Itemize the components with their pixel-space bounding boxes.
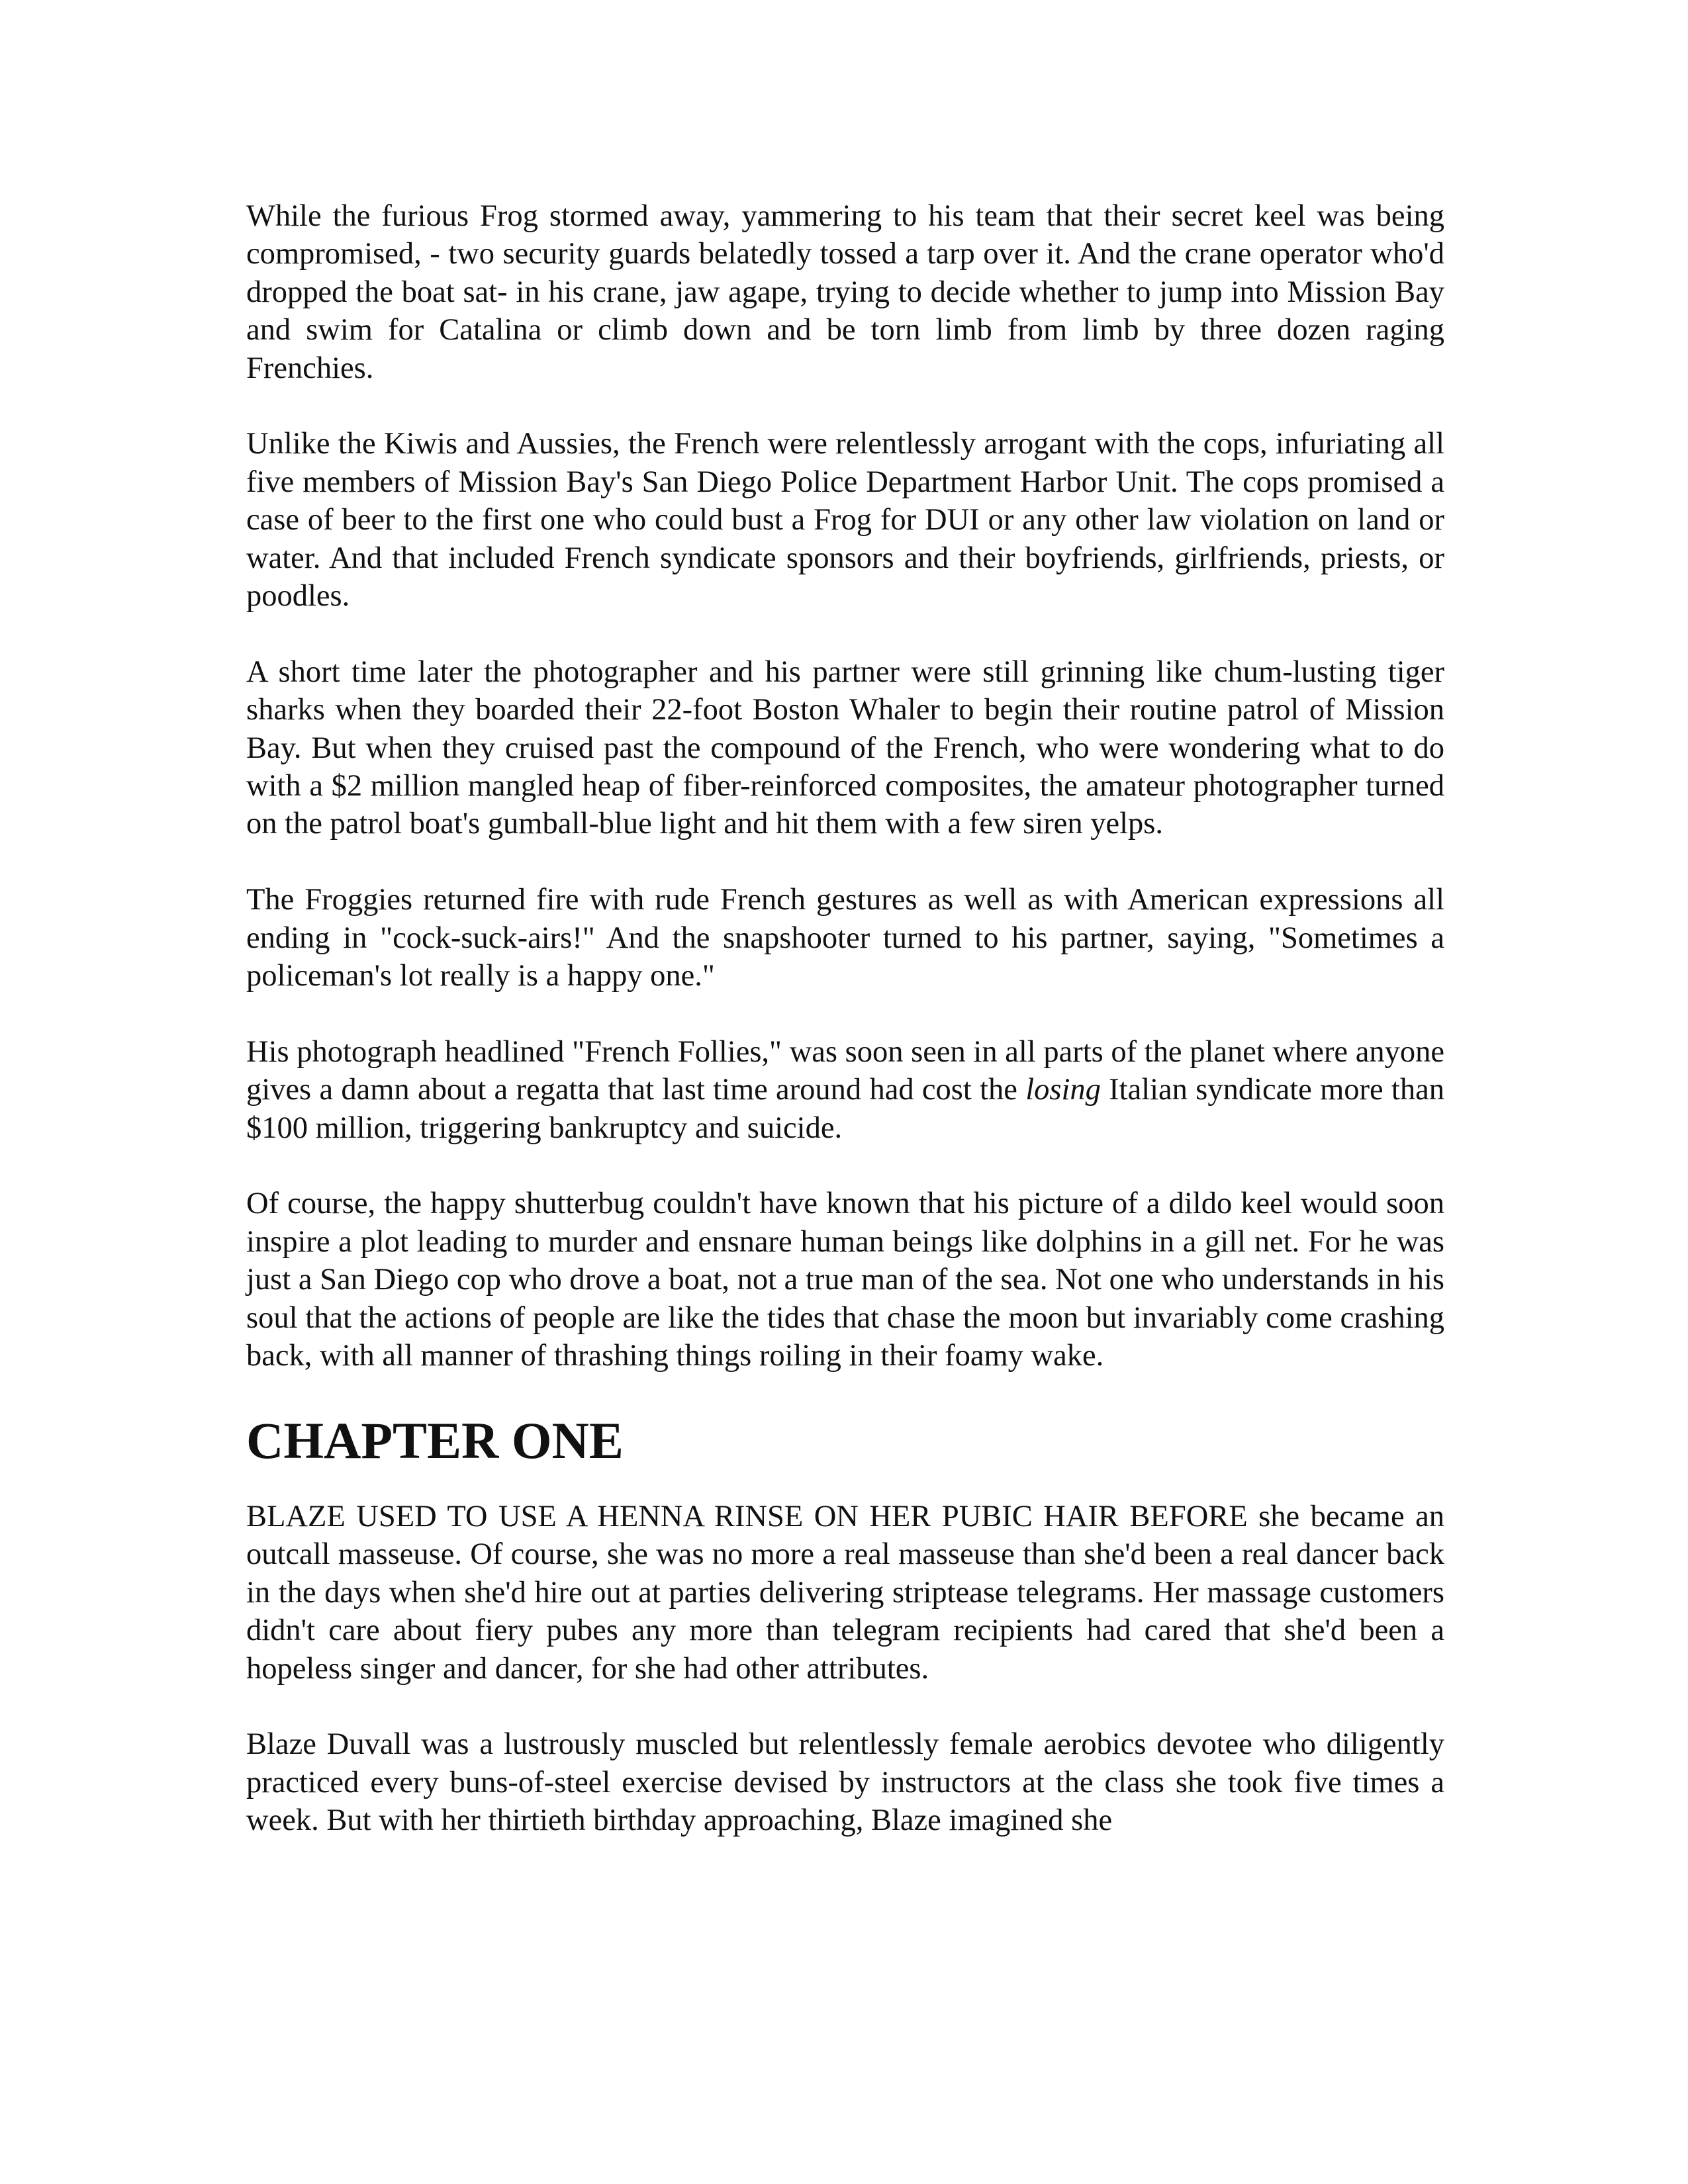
paragraph-happy-shutterbug: Of course, the happy shutterbug couldn't have known that his picture of a dildo keel would soon inspire a plot leading to murder and ensnare human beings like dolphins in a gill net. For he was just a San Diego cop who drove a boat, not a true man of the sea. Not one who understands in his soul that the actions of people are like the tides that chase the moon but invariably come crashing back, with all manner of thrashing things roiling in their foamy wake. [246,1187,1444,1373]
paragraph-french-follies [246,1033,1444,1147]
paragraph-blaze-henna: BLAZE USED TO USE A HENNA RINSE ON HER PUBIC HAIR BEFORE she became an outcall masseuse. Of course, she was no more a real masseuse than she'd been a real dancer back in the days when she'd hire out at parties delivering striptease telegrams. Her massage customers didn't care about fiery pubes any more than telegram recipients had cared that she'd been a hopeless singer and dancer, for she had other attributes. [246,1499,1444,1686]
document-page [246,197,1444,1840]
paragraph-blaze-duvall: Blaze Duvall was a lustrously muscled but relentlessly female aerobics devotee who diligently practiced every buns-of-steel exercise devised by instructors at the class she took five times a week. But with her thirtieth birthday approaching, Blaze imagined she [246,1727,1444,1838]
paragraph-froggies-return-fire: The Froggies returned fire with rude French gestures as well as with American expressions all ending in "cock-suck-airs!" And the snapshooter turned to his partner, saying, "Sometimes a policeman's lot really is a happy one." [246,883,1444,993]
french-follies-text-end: Italian syndicate more than $100 million, triggering bankruptcy and suicide. [246,1073,1444,1145]
paragraph-frog-storms-away: While the furious Frog stormed away, yammering to his team that their secret keel was being compromised, - two security guards belatedly tossed a tarp over it. And the crane operator who'd dropped the boat sat- in his crane, jaw agape, trying to decide whether to jump into Mission Bay and swim for Catalina or climb down and be torn limb from limb by three dozen raging Frenchies. [246,199,1444,385]
french-follies-text-start: His photograph headlined "French Follies," was soon seen in all parts of the planet where anyone gives a damn about a regatta that last time around had cost the [246,1034,1444,1107]
chapter-heading: CHAPTER ONE [246,1411,624,1469]
paragraph-french-arrogant: Unlike the Kiwis and Aussies, the French were relentlessly arrogant with the cops, infuriating all five members of Mission Bay's San Diego Police Department Harbor Unit. The cops promised a case of beer to the first one who could bust a Frog for DUI or any other law violation on land or water. And that included French syndicate sponsors and their boyfriends, girlfriends, priests, or poodles. [246,427,1444,614]
italic-emphasis: losing [1025,1073,1101,1107]
paragraph-patrol-boat: A short time later the photographer and his partner were still grinning like chum-lusting tiger sharks when they boarded their 22-foot Boston Whaler to begin their routine patrol of Mission Bay. But when they cruised past the compound of the French, who were wondering what to do with a $2 million mangled heap of fiber-reinforced composites, the amateur photographer turned on the patrol boat's gumball-blue light and hit them with a few siren yelps. [246,655,1444,841]
